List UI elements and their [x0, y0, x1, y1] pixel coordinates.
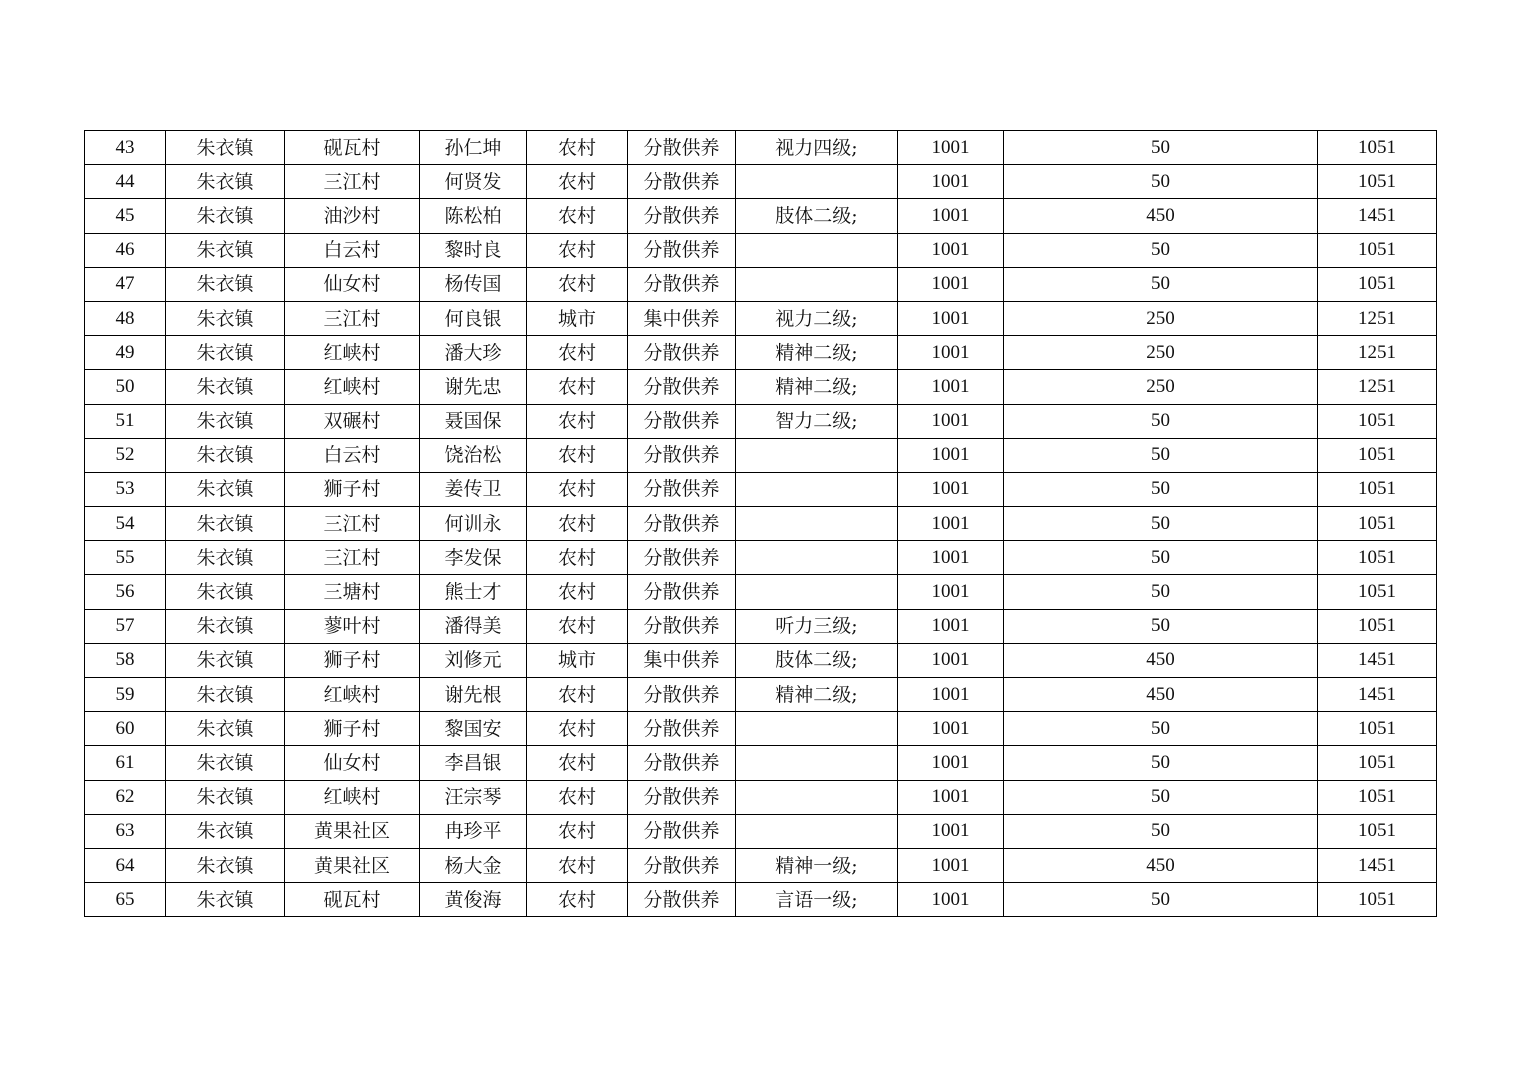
cell-serial-number: 62: [85, 780, 166, 814]
cell-support-mode: 分散供养: [628, 507, 736, 541]
cell-total-amount: 1051: [1318, 165, 1437, 199]
cell-support-mode: 分散供养: [628, 267, 736, 301]
cell-person-name: 孙仁坤: [420, 131, 527, 165]
cell-village: 白云村: [285, 233, 420, 267]
cell-serial-number: 46: [85, 233, 166, 267]
cell-person-name: 李昌银: [420, 746, 527, 780]
cell-person-name: 谢先忠: [420, 370, 527, 404]
table-row: [85, 507, 1437, 541]
cell-residence-type: 农村: [527, 541, 628, 575]
cell-town: 朱衣镇: [166, 438, 285, 472]
cell-village: 双碾村: [285, 404, 420, 438]
cell-care-subsidy: 450: [1004, 678, 1318, 712]
cell-basic-amount: 1001: [898, 507, 1004, 541]
cell-basic-amount: 1001: [898, 301, 1004, 335]
cell-disability-level: 智力二级;: [736, 404, 898, 438]
cell-care-subsidy: 250: [1004, 301, 1318, 335]
cell-support-mode: 分散供养: [628, 541, 736, 575]
cell-support-mode: 分散供养: [628, 848, 736, 882]
table-row: [85, 301, 1437, 335]
cell-disability-level: [736, 165, 898, 199]
cell-town: 朱衣镇: [166, 131, 285, 165]
cell-disability-level: 言语一级;: [736, 883, 898, 917]
cell-village: 蓼叶村: [285, 609, 420, 643]
cell-residence-type: 农村: [527, 438, 628, 472]
cell-care-subsidy: 50: [1004, 507, 1318, 541]
table-row: [85, 404, 1437, 438]
cell-care-subsidy: 50: [1004, 575, 1318, 609]
cell-residence-type: 农村: [527, 609, 628, 643]
cell-person-name: 黎时良: [420, 233, 527, 267]
cell-basic-amount: 1001: [898, 233, 1004, 267]
cell-village: 油沙村: [285, 199, 420, 233]
cell-town: 朱衣镇: [166, 643, 285, 677]
cell-serial-number: 55: [85, 541, 166, 575]
cell-support-mode: 集中供养: [628, 643, 736, 677]
cell-serial-number: 47: [85, 267, 166, 301]
cell-care-subsidy: 50: [1004, 712, 1318, 746]
cell-residence-type: 农村: [527, 575, 628, 609]
cell-serial-number: 43: [85, 131, 166, 165]
cell-residence-type: 城市: [527, 643, 628, 677]
cell-residence-type: 农村: [527, 678, 628, 712]
cell-serial-number: 49: [85, 336, 166, 370]
cell-basic-amount: 1001: [898, 609, 1004, 643]
cell-town: 朱衣镇: [166, 541, 285, 575]
cell-village: 狮子村: [285, 712, 420, 746]
cell-care-subsidy: 450: [1004, 199, 1318, 233]
cell-support-mode: 分散供养: [628, 712, 736, 746]
cell-person-name: 黄俊海: [420, 883, 527, 917]
cell-basic-amount: 1001: [898, 404, 1004, 438]
cell-residence-type: 农村: [527, 233, 628, 267]
cell-residence-type: 农村: [527, 370, 628, 404]
cell-village: 狮子村: [285, 472, 420, 506]
cell-disability-level: [736, 267, 898, 301]
cell-basic-amount: 1001: [898, 199, 1004, 233]
cell-residence-type: 农村: [527, 336, 628, 370]
cell-village: 砚瓦村: [285, 883, 420, 917]
cell-town: 朱衣镇: [166, 780, 285, 814]
cell-care-subsidy: 250: [1004, 370, 1318, 404]
cell-support-mode: 分散供养: [628, 233, 736, 267]
cell-disability-level: [736, 746, 898, 780]
cell-serial-number: 64: [85, 848, 166, 882]
cell-total-amount: 1051: [1318, 746, 1437, 780]
cell-residence-type: 农村: [527, 267, 628, 301]
table-row: [85, 678, 1437, 712]
cell-support-mode: 分散供养: [628, 336, 736, 370]
beneficiary-table: [84, 130, 1437, 917]
cell-care-subsidy: 50: [1004, 267, 1318, 301]
cell-person-name: 熊士才: [420, 575, 527, 609]
cell-basic-amount: 1001: [898, 336, 1004, 370]
table-row: [85, 780, 1437, 814]
cell-disability-level: 精神一级;: [736, 848, 898, 882]
cell-total-amount: 1051: [1318, 507, 1437, 541]
cell-basic-amount: 1001: [898, 848, 1004, 882]
cell-total-amount: 1051: [1318, 438, 1437, 472]
cell-disability-level: 精神二级;: [736, 336, 898, 370]
cell-disability-level: 视力二级;: [736, 301, 898, 335]
cell-basic-amount: 1001: [898, 575, 1004, 609]
cell-serial-number: 48: [85, 301, 166, 335]
cell-total-amount: 1251: [1318, 336, 1437, 370]
cell-disability-level: 视力四级;: [736, 131, 898, 165]
cell-town: 朱衣镇: [166, 301, 285, 335]
table-row: [85, 233, 1437, 267]
cell-total-amount: 1051: [1318, 267, 1437, 301]
cell-town: 朱衣镇: [166, 678, 285, 712]
cell-total-amount: 1051: [1318, 883, 1437, 917]
cell-person-name: 陈松柏: [420, 199, 527, 233]
cell-residence-type: 城市: [527, 301, 628, 335]
cell-person-name: 何良银: [420, 301, 527, 335]
table-row: [85, 438, 1437, 472]
cell-person-name: 汪宗琴: [420, 780, 527, 814]
cell-person-name: 聂国保: [420, 404, 527, 438]
cell-village: 黄果社区: [285, 814, 420, 848]
cell-support-mode: 分散供养: [628, 165, 736, 199]
cell-basic-amount: 1001: [898, 712, 1004, 746]
cell-person-name: 潘大珍: [420, 336, 527, 370]
cell-care-subsidy: 50: [1004, 609, 1318, 643]
cell-care-subsidy: 450: [1004, 848, 1318, 882]
cell-care-subsidy: 50: [1004, 814, 1318, 848]
cell-residence-type: 农村: [527, 199, 628, 233]
cell-basic-amount: 1001: [898, 643, 1004, 677]
cell-person-name: 杨大金: [420, 848, 527, 882]
cell-disability-level: [736, 507, 898, 541]
cell-total-amount: 1451: [1318, 643, 1437, 677]
cell-basic-amount: 1001: [898, 267, 1004, 301]
cell-basic-amount: 1001: [898, 165, 1004, 199]
cell-disability-level: [736, 780, 898, 814]
cell-residence-type: 农村: [527, 883, 628, 917]
cell-total-amount: 1051: [1318, 131, 1437, 165]
cell-town: 朱衣镇: [166, 575, 285, 609]
table-row: [85, 472, 1437, 506]
document-page: [84, 130, 1436, 917]
cell-disability-level: [736, 438, 898, 472]
cell-serial-number: 63: [85, 814, 166, 848]
cell-total-amount: 1051: [1318, 472, 1437, 506]
cell-care-subsidy: 50: [1004, 541, 1318, 575]
cell-total-amount: 1051: [1318, 541, 1437, 575]
cell-basic-amount: 1001: [898, 438, 1004, 472]
cell-person-name: 黎国安: [420, 712, 527, 746]
cell-village: 仙女村: [285, 746, 420, 780]
cell-residence-type: 农村: [527, 712, 628, 746]
cell-support-mode: 分散供养: [628, 404, 736, 438]
cell-support-mode: 分散供养: [628, 678, 736, 712]
cell-basic-amount: 1001: [898, 541, 1004, 575]
cell-village: 砚瓦村: [285, 131, 420, 165]
cell-residence-type: 农村: [527, 165, 628, 199]
cell-town: 朱衣镇: [166, 814, 285, 848]
cell-support-mode: 分散供养: [628, 131, 736, 165]
cell-serial-number: 52: [85, 438, 166, 472]
cell-village: 三塘村: [285, 575, 420, 609]
cell-serial-number: 61: [85, 746, 166, 780]
cell-person-name: 杨传国: [420, 267, 527, 301]
cell-care-subsidy: 50: [1004, 131, 1318, 165]
cell-disability-level: [736, 233, 898, 267]
cell-total-amount: 1451: [1318, 678, 1437, 712]
cell-care-subsidy: 50: [1004, 746, 1318, 780]
cell-support-mode: 分散供养: [628, 609, 736, 643]
cell-town: 朱衣镇: [166, 370, 285, 404]
cell-care-subsidy: 50: [1004, 472, 1318, 506]
cell-serial-number: 65: [85, 883, 166, 917]
cell-disability-level: 听力三级;: [736, 609, 898, 643]
cell-total-amount: 1051: [1318, 404, 1437, 438]
cell-residence-type: 农村: [527, 848, 628, 882]
cell-care-subsidy: 50: [1004, 165, 1318, 199]
cell-basic-amount: 1001: [898, 814, 1004, 848]
cell-person-name: 冉珍平: [420, 814, 527, 848]
cell-disability-level: 肢体二级;: [736, 199, 898, 233]
cell-serial-number: 56: [85, 575, 166, 609]
cell-basic-amount: 1001: [898, 780, 1004, 814]
cell-total-amount: 1451: [1318, 848, 1437, 882]
cell-support-mode: 集中供养: [628, 301, 736, 335]
cell-village: 红峡村: [285, 780, 420, 814]
cell-serial-number: 59: [85, 678, 166, 712]
table-row: [85, 199, 1437, 233]
cell-care-subsidy: 450: [1004, 643, 1318, 677]
cell-residence-type: 农村: [527, 131, 628, 165]
cell-serial-number: 53: [85, 472, 166, 506]
cell-support-mode: 分散供养: [628, 199, 736, 233]
cell-person-name: 谢先根: [420, 678, 527, 712]
cell-serial-number: 51: [85, 404, 166, 438]
cell-disability-level: [736, 575, 898, 609]
cell-village: 三江村: [285, 541, 420, 575]
cell-total-amount: 1251: [1318, 370, 1437, 404]
cell-disability-level: 精神二级;: [736, 678, 898, 712]
table-row: [85, 370, 1437, 404]
cell-disability-level: 肢体二级;: [736, 643, 898, 677]
cell-residence-type: 农村: [527, 814, 628, 848]
cell-care-subsidy: 50: [1004, 780, 1318, 814]
cell-serial-number: 57: [85, 609, 166, 643]
cell-residence-type: 农村: [527, 780, 628, 814]
cell-town: 朱衣镇: [166, 199, 285, 233]
table-body: [85, 131, 1437, 917]
cell-town: 朱衣镇: [166, 848, 285, 882]
cell-person-name: 李发保: [420, 541, 527, 575]
cell-total-amount: 1051: [1318, 712, 1437, 746]
table-row: [85, 814, 1437, 848]
cell-village: 红峡村: [285, 370, 420, 404]
table-row: [85, 267, 1437, 301]
cell-support-mode: 分散供养: [628, 780, 736, 814]
table-row: [85, 336, 1437, 370]
cell-basic-amount: 1001: [898, 472, 1004, 506]
cell-disability-level: [736, 712, 898, 746]
cell-village: 黄果社区: [285, 848, 420, 882]
cell-person-name: 刘修元: [420, 643, 527, 677]
cell-care-subsidy: 250: [1004, 336, 1318, 370]
cell-residence-type: 农村: [527, 472, 628, 506]
cell-residence-type: 农村: [527, 404, 628, 438]
cell-person-name: 饶治松: [420, 438, 527, 472]
cell-person-name: 姜传卫: [420, 472, 527, 506]
table-row: [85, 131, 1437, 165]
cell-town: 朱衣镇: [166, 883, 285, 917]
cell-village: 红峡村: [285, 336, 420, 370]
cell-serial-number: 44: [85, 165, 166, 199]
table-row: [85, 609, 1437, 643]
cell-town: 朱衣镇: [166, 404, 285, 438]
cell-village: 三江村: [285, 507, 420, 541]
cell-basic-amount: 1001: [898, 678, 1004, 712]
cell-village: 狮子村: [285, 643, 420, 677]
cell-support-mode: 分散供养: [628, 438, 736, 472]
cell-basic-amount: 1001: [898, 131, 1004, 165]
cell-village: 三江村: [285, 301, 420, 335]
cell-support-mode: 分散供养: [628, 370, 736, 404]
cell-village: 仙女村: [285, 267, 420, 301]
cell-support-mode: 分散供养: [628, 472, 736, 506]
cell-town: 朱衣镇: [166, 507, 285, 541]
cell-person-name: 潘得美: [420, 609, 527, 643]
table-row: [85, 712, 1437, 746]
cell-town: 朱衣镇: [166, 267, 285, 301]
table-row: [85, 848, 1437, 882]
cell-serial-number: 54: [85, 507, 166, 541]
cell-disability-level: [736, 472, 898, 506]
cell-village: 红峡村: [285, 678, 420, 712]
cell-total-amount: 1051: [1318, 780, 1437, 814]
cell-town: 朱衣镇: [166, 336, 285, 370]
cell-residence-type: 农村: [527, 746, 628, 780]
table-row: [85, 541, 1437, 575]
cell-disability-level: 精神二级;: [736, 370, 898, 404]
cell-care-subsidy: 50: [1004, 438, 1318, 472]
cell-disability-level: [736, 541, 898, 575]
table-row: [85, 746, 1437, 780]
cell-serial-number: 45: [85, 199, 166, 233]
cell-basic-amount: 1001: [898, 883, 1004, 917]
cell-care-subsidy: 50: [1004, 404, 1318, 438]
cell-town: 朱衣镇: [166, 472, 285, 506]
table-row: [85, 643, 1437, 677]
cell-total-amount: 1051: [1318, 233, 1437, 267]
cell-basic-amount: 1001: [898, 370, 1004, 404]
cell-total-amount: 1051: [1318, 814, 1437, 848]
cell-town: 朱衣镇: [166, 746, 285, 780]
cell-person-name: 何贤发: [420, 165, 527, 199]
cell-residence-type: 农村: [527, 507, 628, 541]
cell-town: 朱衣镇: [166, 609, 285, 643]
cell-care-subsidy: 50: [1004, 883, 1318, 917]
cell-support-mode: 分散供养: [628, 883, 736, 917]
cell-disability-level: [736, 814, 898, 848]
cell-village: 白云村: [285, 438, 420, 472]
cell-total-amount: 1051: [1318, 575, 1437, 609]
cell-serial-number: 58: [85, 643, 166, 677]
cell-basic-amount: 1001: [898, 746, 1004, 780]
cell-total-amount: 1451: [1318, 199, 1437, 233]
cell-person-name: 何训永: [420, 507, 527, 541]
cell-town: 朱衣镇: [166, 165, 285, 199]
cell-care-subsidy: 50: [1004, 233, 1318, 267]
table-row: [85, 883, 1437, 917]
cell-total-amount: 1051: [1318, 609, 1437, 643]
cell-total-amount: 1251: [1318, 301, 1437, 335]
cell-support-mode: 分散供养: [628, 814, 736, 848]
cell-town: 朱衣镇: [166, 712, 285, 746]
cell-serial-number: 60: [85, 712, 166, 746]
table-row: [85, 165, 1437, 199]
cell-support-mode: 分散供养: [628, 746, 736, 780]
cell-town: 朱衣镇: [166, 233, 285, 267]
cell-serial-number: 50: [85, 370, 166, 404]
table-row: [85, 575, 1437, 609]
cell-village: 三江村: [285, 165, 420, 199]
cell-support-mode: 分散供养: [628, 575, 736, 609]
